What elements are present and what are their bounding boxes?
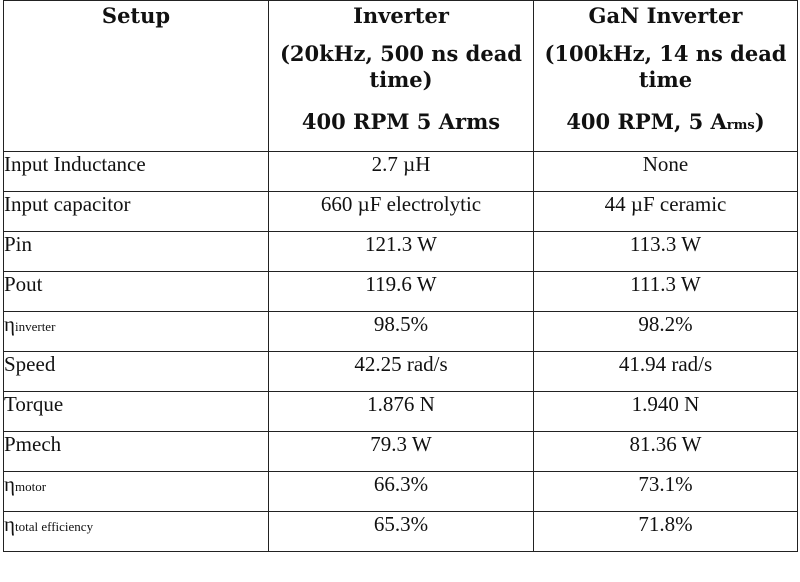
row-label: Pmech	[4, 432, 269, 472]
row-label: Input capacitor	[4, 192, 269, 232]
header-gan-inverter	[534, 1, 798, 152]
gan-inverter-value: 41.94 rad/s	[534, 352, 798, 392]
gan-inverter-value: None	[534, 152, 798, 192]
gan-inverter-value: 1.940 N	[534, 392, 798, 432]
header-gan-operating-point	[534, 109, 797, 139]
gan-inverter-value: 81.36 W	[534, 432, 798, 472]
eta-symbol: η	[4, 312, 15, 336]
gan-inverter-value: 44 µF ceramic	[534, 192, 798, 232]
table-row	[4, 432, 798, 472]
gan-inverter-value: 73.1%	[534, 472, 798, 512]
inverter-value: 121.3 W	[269, 232, 534, 272]
gan-inverter-value: 111.3 W	[534, 272, 798, 312]
row-label	[4, 312, 269, 352]
header-setup	[4, 1, 269, 152]
header-inverter-conditions: (20kHz, 500 ns dead time)	[280, 41, 522, 92]
inverter-value: 66.3%	[269, 472, 534, 512]
table-row	[4, 392, 798, 432]
table-row	[4, 152, 798, 192]
table-row	[4, 352, 798, 392]
header-gan-rpm-subscript: rms	[726, 118, 755, 133]
eta-subscript: total efficiency	[14, 519, 94, 534]
gan-inverter-value: 113.3 W	[534, 232, 798, 272]
table-row	[4, 472, 798, 512]
table-row	[4, 512, 798, 552]
inverter-value: 1.876 N	[269, 392, 534, 432]
header-inverter-operating-point: 400 RPM 5 Arms	[301, 109, 501, 134]
header-inverter	[269, 1, 534, 152]
row-label: Pout	[4, 272, 269, 312]
row-label: Input Inductance	[4, 152, 269, 192]
eta-subscript: motor	[14, 479, 47, 494]
header-gan-title: GaN Inverter	[588, 3, 743, 28]
row-label: Pin	[4, 232, 269, 272]
row-label	[4, 472, 269, 512]
gan-inverter-value: 71.8%	[534, 512, 798, 552]
header-gan-conditions: (100kHz, 14 ns dead time	[544, 41, 787, 92]
gan-inverter-value: 98.2%	[534, 312, 798, 352]
header-setup-label: Setup	[101, 3, 171, 28]
table-row	[4, 232, 798, 272]
table-row	[4, 272, 798, 312]
inverter-value: 98.5%	[269, 312, 534, 352]
inverter-value: 660 µF electrolytic	[269, 192, 534, 232]
inverter-value: 79.3 W	[269, 432, 534, 472]
row-label	[4, 512, 269, 552]
eta-subscript: inverter	[14, 319, 56, 334]
inverter-value: 119.6 W	[269, 272, 534, 312]
header-gan-rpm-main: 400 RPM, 5 A	[566, 109, 727, 134]
row-label: Torque	[4, 392, 269, 432]
header-gan-rpm-close: )	[754, 109, 765, 134]
inverter-value: 65.3%	[269, 512, 534, 552]
row-label: Speed	[4, 352, 269, 392]
inverter-value: 42.25 rad/s	[269, 352, 534, 392]
eta-symbol: η	[4, 512, 15, 536]
eta-symbol: η	[4, 472, 15, 496]
header-row	[4, 1, 798, 152]
table-row	[4, 312, 798, 352]
table-body	[4, 152, 798, 552]
comparison-table	[3, 0, 798, 552]
table-row	[4, 192, 798, 232]
inverter-value: 2.7 µH	[269, 152, 534, 192]
header-inverter-title: Inverter	[353, 3, 449, 28]
